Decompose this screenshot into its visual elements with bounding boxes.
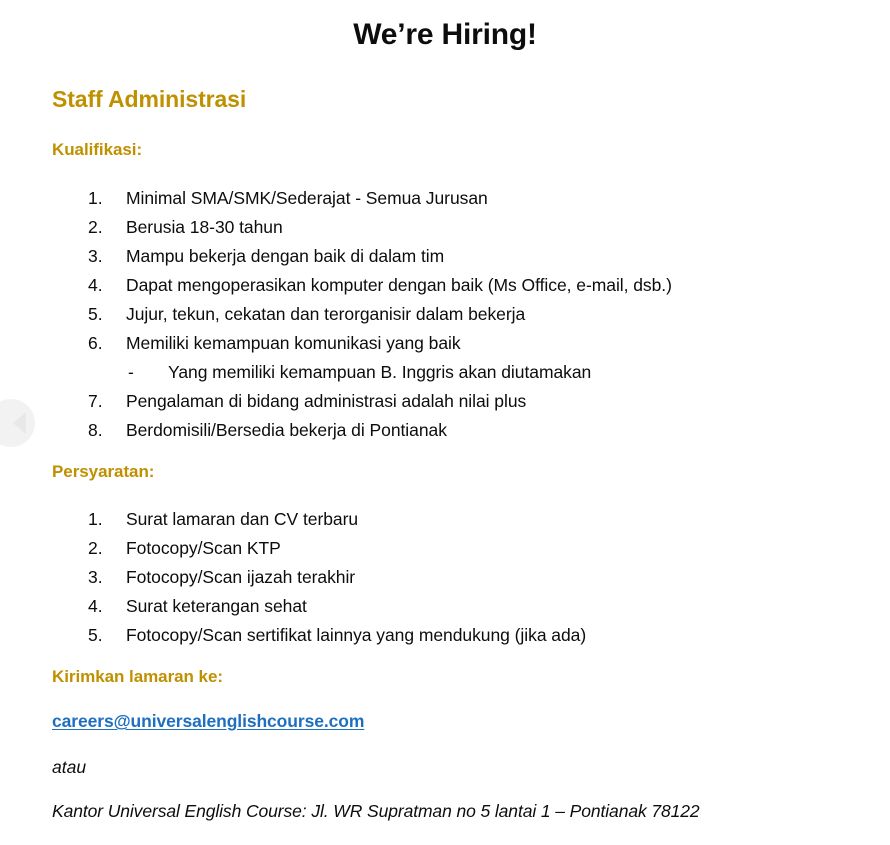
list-item (0, 592, 830, 621)
list-item-label: Berdomisili/Bersedia bekerja di Pontianak (126, 420, 447, 440)
list-item-number: 3. (88, 567, 103, 587)
chevron-left-icon (13, 412, 26, 434)
list-item (0, 213, 830, 242)
list-item-label: Pengalaman di bidang administrasi adalah nilai plus (126, 391, 527, 411)
list-item (0, 563, 830, 592)
list-item-number: 8. (88, 420, 103, 440)
section-heading-kualifikasi: Kualifikasi: (52, 140, 143, 159)
list-item (0, 505, 830, 534)
list-item-label: Surat lamaran dan CV terbaru (126, 509, 359, 529)
list-item (0, 242, 830, 271)
list-item-number: 2. (88, 217, 103, 237)
list-item (0, 416, 830, 445)
list-item-number: 1. (88, 188, 103, 208)
page-title: We’re Hiring! (353, 18, 537, 51)
list-item (0, 387, 830, 416)
list-item-label: Memiliki kemampuan komunikasi yang baik (126, 333, 461, 353)
list-item-label: Jujur, tekun, cekatan dan terorganisir dalam bekerja (126, 304, 526, 324)
list-item-number: 3. (88, 246, 103, 266)
list-item (0, 534, 830, 563)
list-item-label: Surat keterangan sehat (126, 596, 307, 616)
section-heading-kirimkan-lamaran: Kirimkan lamaran ke: (52, 667, 223, 686)
list-sub-item-label: Yang memiliki kemampuan B. Inggris akan diutamakan (168, 362, 592, 382)
list-item (0, 621, 830, 650)
list-item-label: Minimal SMA/SMK/Sederajat - Semua Jurusan (126, 188, 488, 208)
list-item (0, 271, 830, 300)
office-address: Kantor Universal English Course: Jl. WR Supratman no 5 lantai 1 – Pontianak 78122 (52, 801, 700, 821)
or-separator-text: atau (52, 757, 87, 777)
list-sub-item-dash: - (128, 362, 134, 382)
list-item-number: 4. (88, 596, 103, 616)
list-item-number: 7. (88, 391, 103, 411)
list-item-label: Mampu bekerja dengan baik di dalam tim (126, 246, 445, 266)
job-position-title: Staff Administrasi (52, 86, 247, 112)
list-item-label: Fotocopy/Scan KTP (126, 538, 281, 558)
persyaratan-list (0, 505, 830, 650)
list-item-number: 5. (88, 304, 103, 324)
list-item-label: Dapat mengoperasikan komputer dengan baik (Ms Office, e-mail, dsb.) (126, 275, 672, 295)
list-item-number: 2. (88, 538, 103, 558)
list-item (0, 184, 830, 213)
list-item-label: Berusia 18-30 tahun (126, 217, 283, 237)
list-item (0, 329, 830, 358)
list-sub-item (0, 358, 830, 387)
email-link[interactable]: careers@universalenglishcourse.com (52, 711, 365, 731)
list-item-label: Fotocopy/Scan ijazah terakhir (126, 567, 356, 587)
list-item-number: 4. (88, 275, 103, 295)
list-item-number: 5. (88, 625, 103, 645)
list-item-number: 1. (88, 509, 103, 529)
list-item-number: 6. (88, 333, 103, 353)
list-item (0, 300, 830, 329)
section-heading-persyaratan: Persyaratan: (52, 462, 155, 481)
kualifikasi-list (0, 184, 830, 445)
list-item-label: Fotocopy/Scan sertifikat lainnya yang mendukung (jika ada) (126, 625, 587, 645)
